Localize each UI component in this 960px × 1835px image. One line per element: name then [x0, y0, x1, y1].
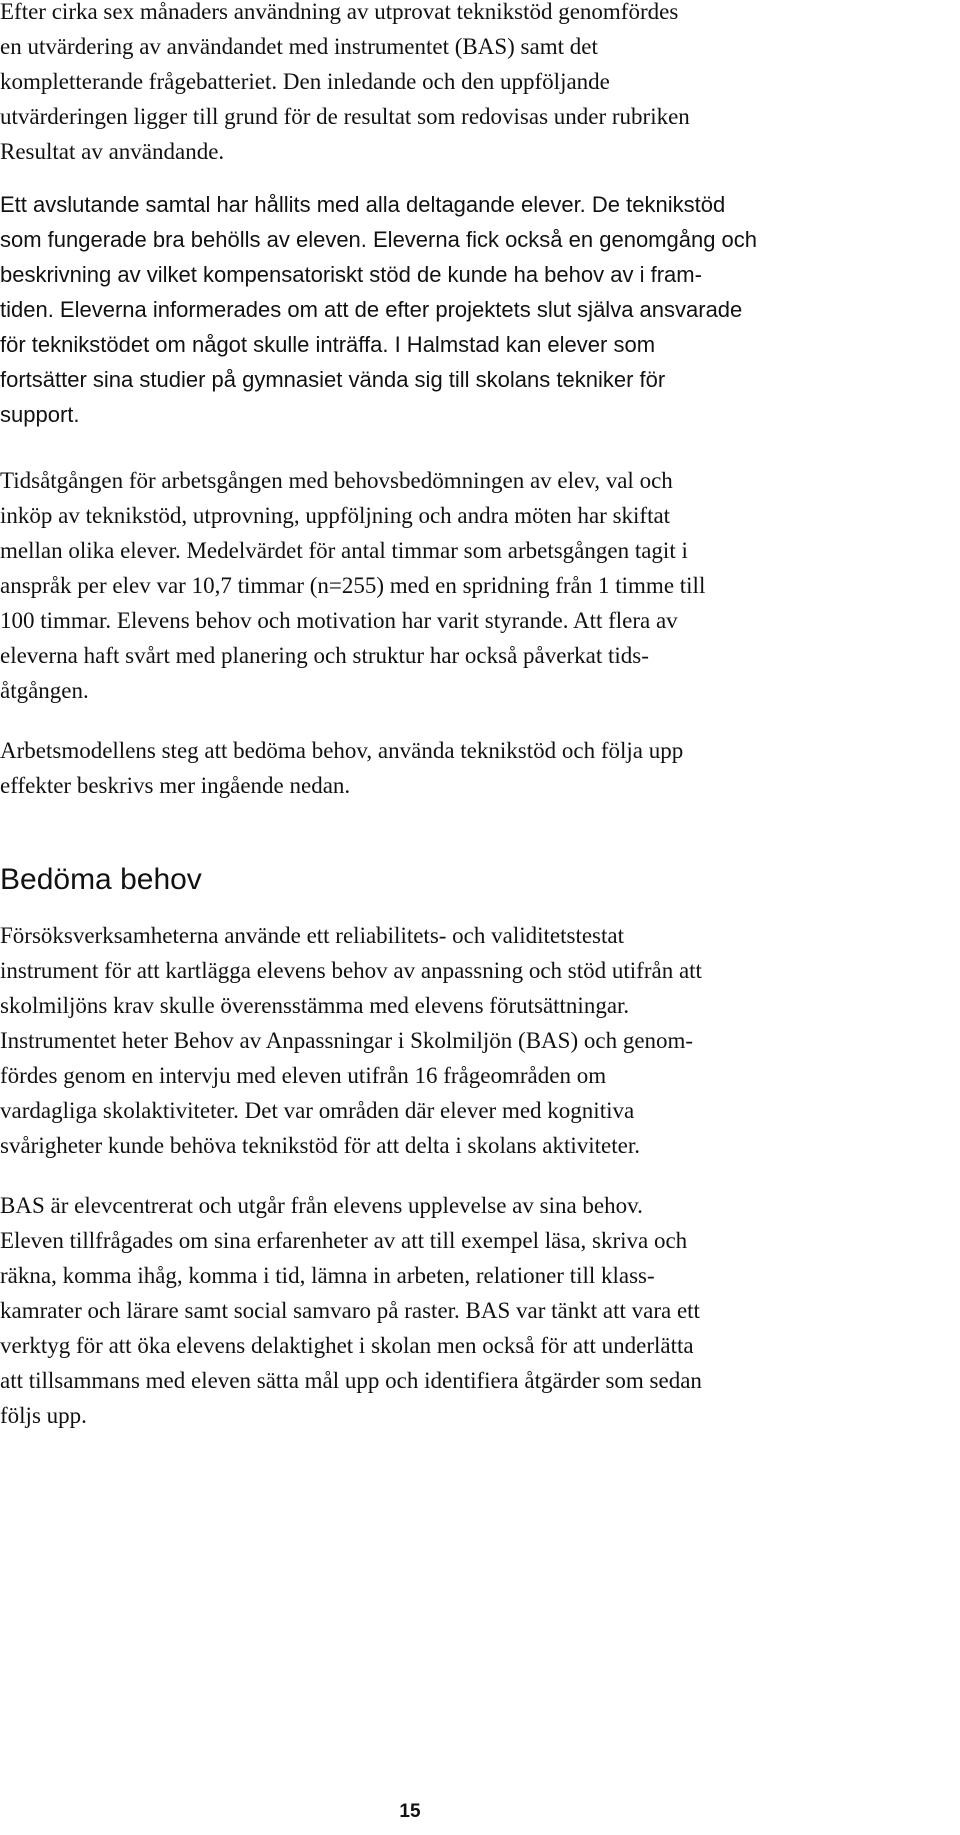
text-line: fördes genom en intervju med eleven utifrån 16 frågeområden om [0, 1063, 607, 1088]
text-line: verktyg för att öka elevens delaktighet i skolan men också för att underlätta [0, 1333, 694, 1358]
text-line: kompletterande frågebatteriet. Den inledande och den uppföljande [0, 69, 610, 94]
text-line: Instrumentet heter Behov av Anpassningar i Skolmiljön (BAS) och genom- [0, 1028, 694, 1053]
text-line: fortsätter sina studier på gymnasiet vända sig till skolans tekniker för [0, 367, 666, 392]
paragraph-evaluation [0, 0, 950, 169]
text-line: följs upp. [0, 1403, 87, 1428]
page-number: 15 [399, 1801, 421, 1822]
paragraph-work-model [0, 733, 950, 803]
text-line: Ett avslutande samtal har hållits med alla deltagande elever. De teknikstöd [0, 192, 726, 217]
paragraph-time-spent [0, 463, 950, 708]
text-line: BAS är elevcentrerat och utgår från elevens upplevelse av sina behov. [0, 1193, 643, 1218]
text-line: att tillsammans med eleven sätta mål upp och identifiera åtgärder som sedan [0, 1368, 702, 1393]
text-line: 100 timmar. Elevens behov och motivation har varit styrande. Att flera av [0, 608, 678, 633]
text-line: effekter beskrivs mer ingående nedan. [0, 773, 351, 798]
text-line: som fungerade bra behölls av eleven. Eleverna fick också en genomgång och [0, 227, 758, 252]
text-line: instrument för att kartlägga elevens behov av anpassning och stöd utifrån att [0, 958, 702, 983]
paragraph-bas-description [0, 1188, 950, 1433]
text-line: beskrivning av vilket kompensatoriskt stöd de kunde ha behov av i fram- [0, 262, 702, 287]
text-line: eleverna haft svårt med planering och struktur har också påverkat tids- [0, 643, 649, 668]
paragraph-final-conversation [0, 187, 950, 432]
text-line: Tidsåtgången för arbetsgången med behovsbedömningen av elev, val och [0, 468, 673, 493]
text-line: Resultat av användande. [0, 139, 225, 164]
section-heading: Bedöma behov [0, 863, 202, 896]
text-line: svårigheter kunde behöva teknikstöd för att delta i skolans aktiviteter. [0, 1133, 640, 1158]
text-line: skolmiljöns krav skulle överensstämma med elevens förutsättningar. [0, 993, 630, 1018]
text-line: utvärderingen ligger till grund för de resultat som redovisas under rubriken [0, 104, 690, 129]
text-line: mellan olika elever. Medelvärdet för antal timmar som arbetsgången tagit i [0, 538, 688, 563]
text-line: åtgången. [0, 678, 89, 703]
text-line: tiden. Eleverna informerades om att de efter projektets slut själva ansvarade [0, 297, 743, 322]
text-line: en utvärdering av användandet med instrumentet (BAS) samt det [0, 34, 598, 59]
text-line: Försöksverksamheterna använde ett reliabilitets- och validitetstestat [0, 923, 624, 948]
text-line: räkna, komma ihåg, komma i tid, lämna in arbeten, relationer till klass- [0, 1263, 655, 1288]
text-line: inköp av teknikstöd, utprovning, uppföljning och andra möten har skiftat [0, 503, 671, 528]
text-line: kamrater och lärare samt social samvaro på raster. BAS var tänkt att vara ett [0, 1298, 700, 1323]
text-line: vardagliga skolaktiviteter. Det var områden där elever med kognitiva [0, 1098, 635, 1123]
paragraph-assessment-instrument [0, 918, 950, 1163]
text-line: Efter cirka sex månaders användning av utprovat teknikstöd genomfördes [0, 0, 679, 24]
text-line: för teknikstödet om något skulle inträffa. I Halmstad kan elever som [0, 332, 656, 357]
text-line: Arbetsmodellens steg att bedöma behov, använda teknikstöd och följa upp [0, 738, 684, 763]
text-line: Eleven tillfrågades om sina erfarenheter av att till exempel läsa, skriva och [0, 1228, 688, 1253]
text-line: anspråk per elev var 10,7 timmar (n=255) med en spridning från 1 timme till [0, 573, 706, 598]
text-line: support. [0, 402, 80, 427]
